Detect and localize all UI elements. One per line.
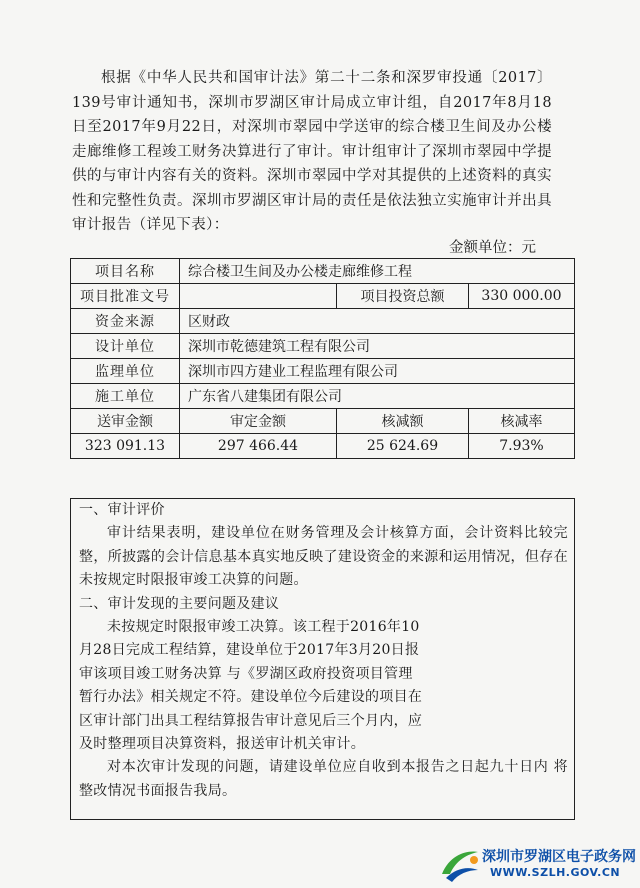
watermark-url: WWW.SZLH.GOV.CN	[490, 866, 621, 879]
section1-body: 审计结果表明，建设单位在财务管理及会计核算方面，会计资料比较完整，所披露的会计信息基本真实地反映了建设资金的来源和运用情况，但存在未按规定时限报审竣工决算的问题。	[79, 525, 568, 589]
supervision-label: 监理单位	[71, 359, 180, 384]
table-row	[71, 384, 575, 409]
intro-paragraph: 根据《中华人民共和国审计法》第二十二条和深罗审投通〔2017〕139号审计通知书，深圳市罗湖区审计局成立审计组，自2017年8月18日至2017年9月22日，对深圳市翠园中学送审的综合楼卫生间及办公楼走廊维修工程竣工财务决算进行了审计。审计组审计了深圳市翠园中学提供的与审计内容有关的资料。深圳市翠园中学对其提供的上述资料的真实性和完整性负责。深圳市罗湖区审计局的责任是依法独立实施审计并出具审计报告（详见下表）：	[72, 70, 552, 233]
table-row	[71, 284, 575, 309]
value-submitted: 323 091.13	[71, 434, 180, 459]
section1-title: 一、审计评价	[79, 502, 165, 518]
section2-body: 未按规定时限报审竣工决算。该工程于2016年10月28日完成工程结算，建设单位于2017年3月20日报审该项目竣工财务决算 与《罗湖区政府投资项目管理暂行办法》相关规定不符。建设单位今后建设的项目在区审计部门出具工程结算报告审计意见后三个月内，应及时整理项目决算资料，报送审计机关审计。	[79, 619, 423, 753]
audit-findings-box	[70, 498, 575, 820]
funding-label: 资金来源	[71, 309, 180, 334]
table-row	[71, 334, 575, 359]
watermark-name: 深圳市罗湖区电子政务网	[482, 849, 636, 865]
investment-label: 项目投资总额	[337, 284, 469, 309]
swoosh-icon	[438, 844, 482, 884]
funding-value: 区财政	[180, 309, 575, 334]
closing-paragraph: 对本次审计发现的问题，请建设单位应自收到本报告之日起九十日内 将整改情况书面报告我局。	[79, 759, 568, 799]
value-approved: 297 466.44	[180, 434, 337, 459]
table-row	[71, 259, 575, 284]
header-reduction: 核减额	[337, 409, 469, 434]
value-reduction-rate: 7.93%	[469, 434, 575, 459]
amount-unit: 金额单位：元	[449, 240, 536, 256]
construction-label: 施工单位	[71, 384, 180, 409]
header-reduction-rate: 核减率	[469, 409, 575, 434]
value-reduction: 25 624.69	[337, 434, 469, 459]
approval-value	[180, 284, 337, 309]
design-value: 深圳市乾德建筑工程有限公司	[180, 334, 575, 359]
header-submitted: 送审金额	[71, 409, 180, 434]
construction-value: 广东省八建集团有限公司	[180, 384, 575, 409]
intro-text	[72, 66, 552, 238]
project-name-value: 综合楼卫生间及办公楼走廊维修工程	[180, 259, 575, 284]
header-approved: 审定金额	[180, 409, 337, 434]
project-info-table	[70, 258, 575, 459]
design-label: 设计单位	[71, 334, 180, 359]
investment-value: 330 000.00	[469, 284, 575, 309]
section2-title: 二、审计发现的主要问题及建议	[79, 595, 280, 612]
watermark-logo	[436, 842, 636, 886]
table-row	[71, 359, 575, 384]
table-row	[71, 409, 575, 434]
supervision-value: 深圳市四方建业工程监理有限公司	[180, 359, 575, 384]
approval-label: 项目批准文号	[71, 284, 180, 309]
table-row	[71, 309, 575, 334]
project-name-label: 项目名称	[71, 259, 180, 284]
table-row	[71, 434, 575, 459]
